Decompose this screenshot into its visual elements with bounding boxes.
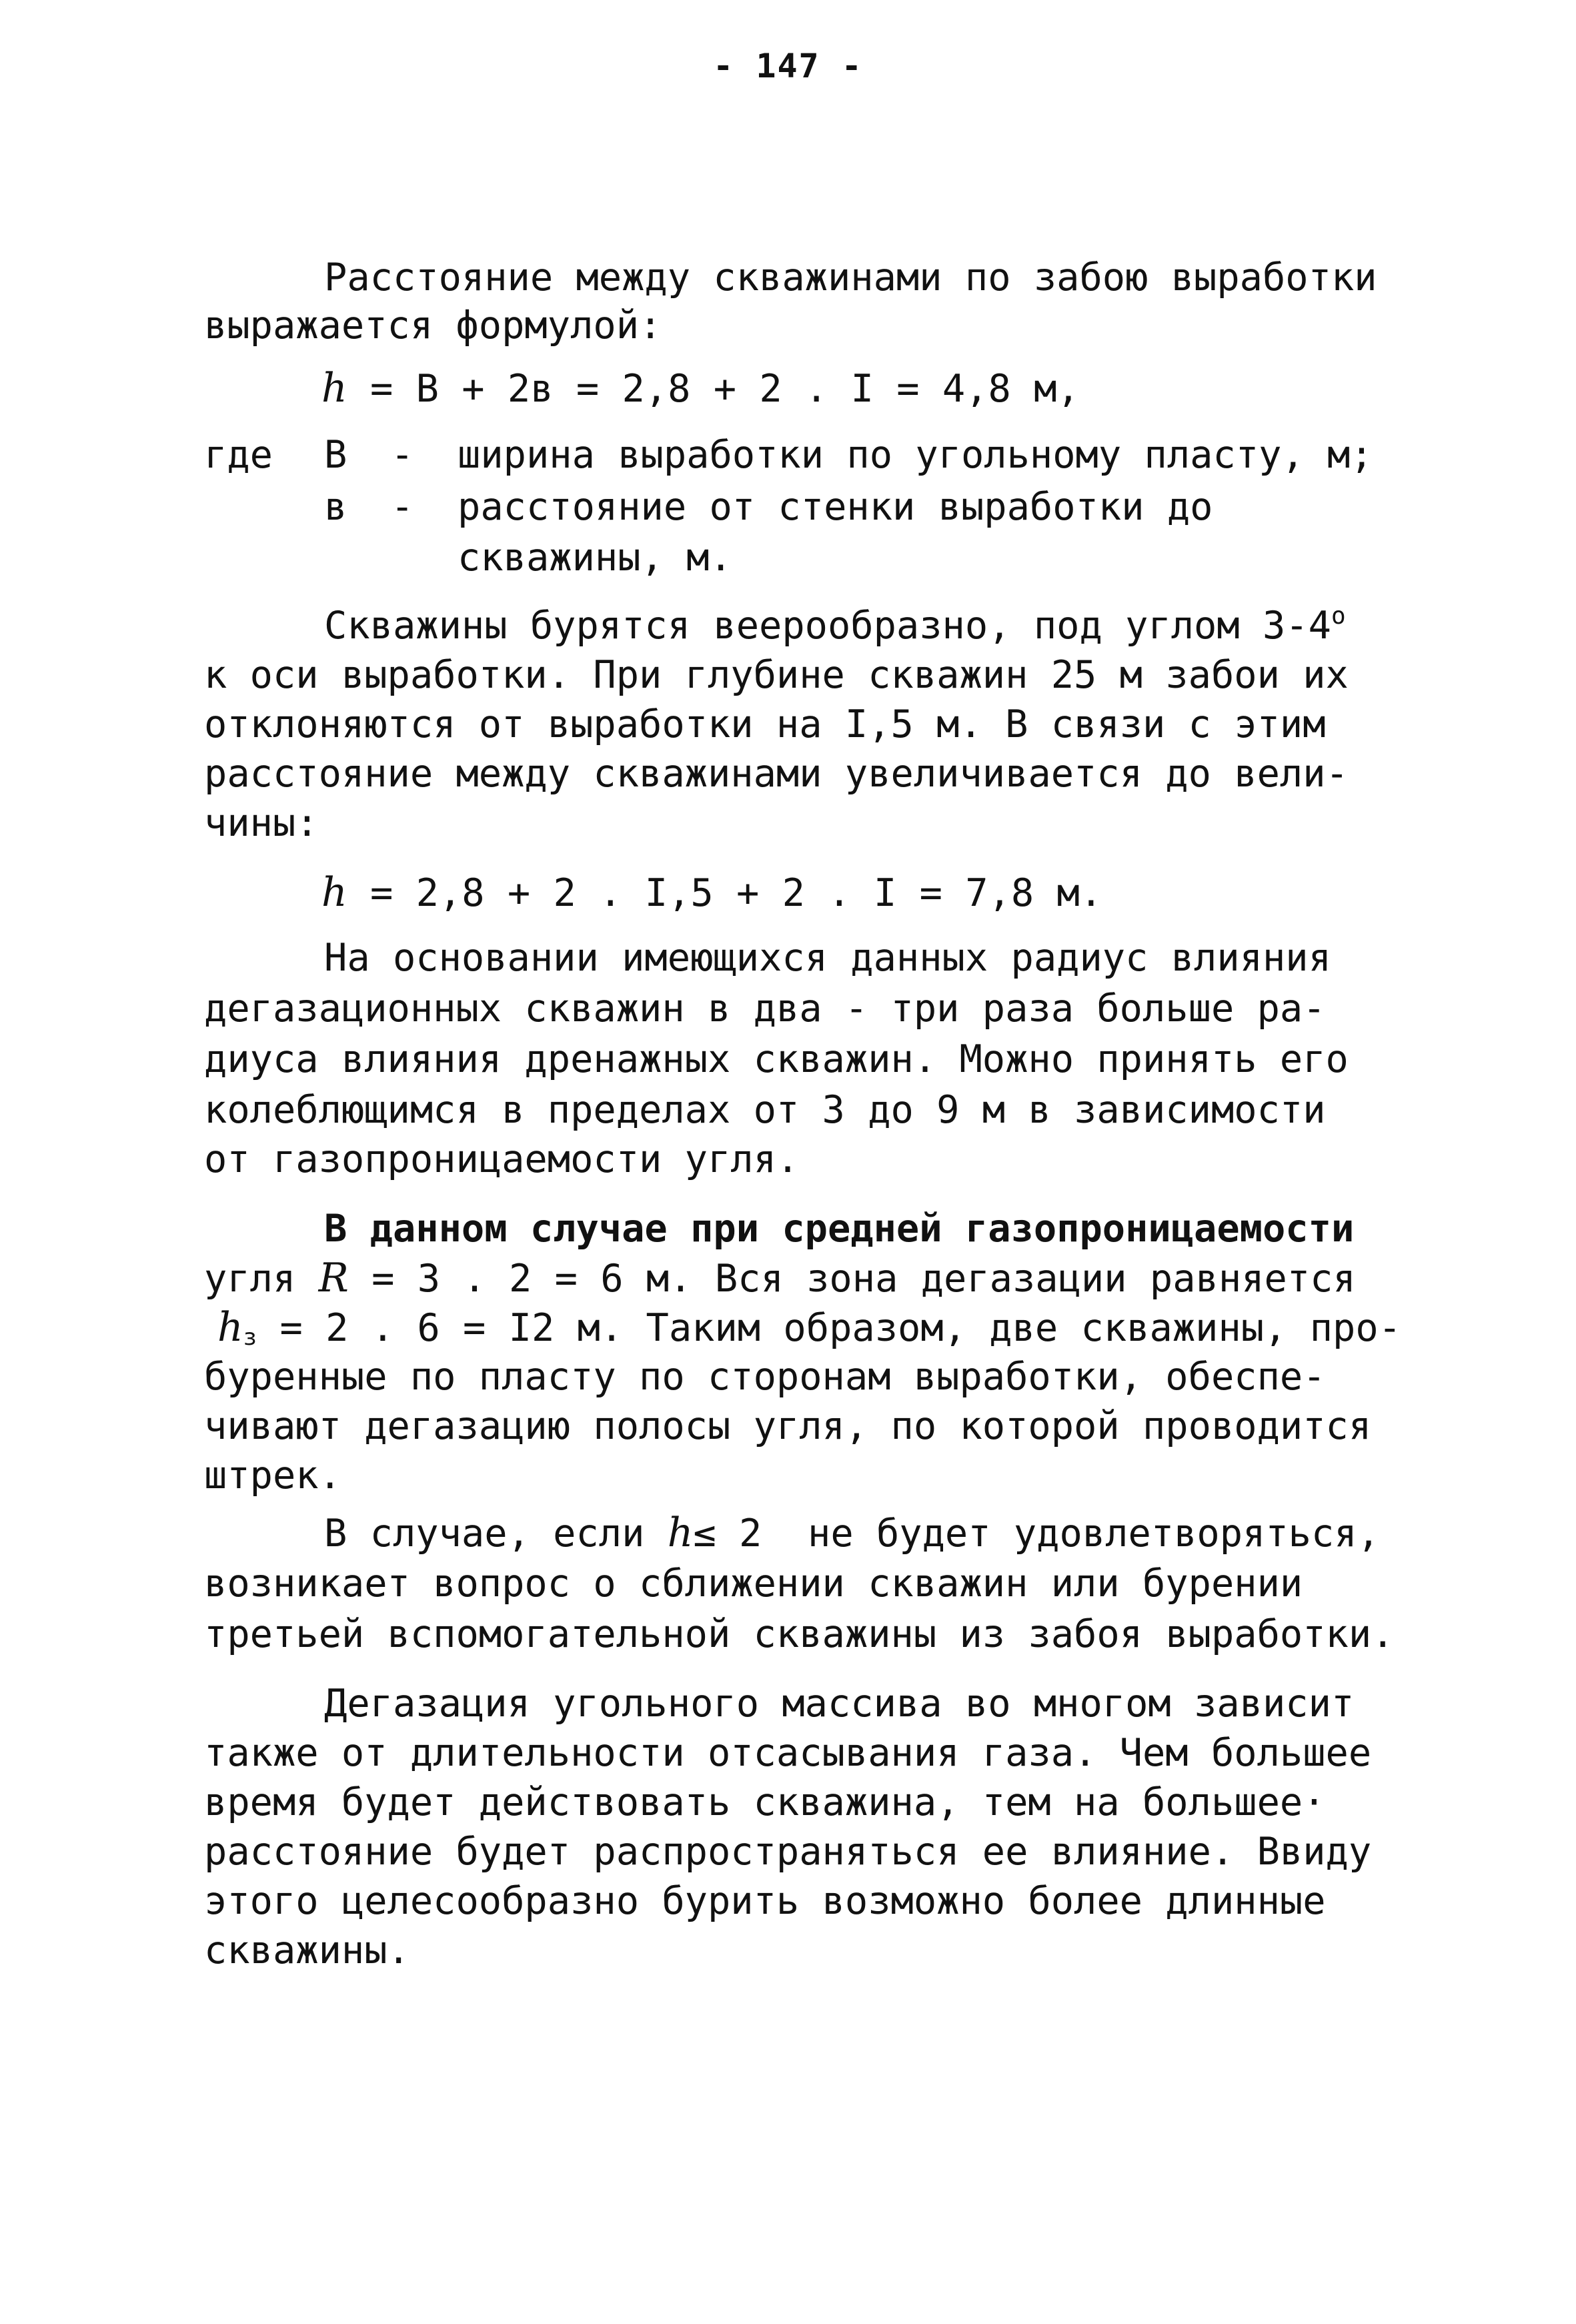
- paragraph-6-line-5: этого целесообразно бурить возможно более длинные: [204, 1879, 1326, 1923]
- paragraph-2-line-3: отклоняются от выработки на I,5 м. В связи с этим: [204, 702, 1326, 746]
- paragraph-3-line-2: дегазационных скважин в два - три раза больше ра-: [204, 987, 1326, 1031]
- paragraph-1-line-1: Расстояние между скважинами по забою выработки: [324, 255, 1377, 300]
- paragraph-4-line-2-start: угля: [204, 1257, 319, 1301]
- paragraph-6-line-1: Дегазация угольного массива во многом зависит: [324, 1682, 1355, 1726]
- paragraph-5-line-1-end: ≤ 2 не будет удовлетворяться,: [693, 1512, 1380, 1556]
- paragraph-4-line-2: [204, 1254, 1356, 1303]
- formula-2: [321, 868, 1102, 917]
- paragraph-4-line-1: В данном случае при средней газопроницаемости: [324, 1207, 1355, 1251]
- paragraph-4-line-6: штрек.: [204, 1454, 341, 1498]
- paragraph-3-line-1: На основании имеющихся данных радиус влияния: [324, 936, 1331, 980]
- formula-1: [321, 364, 1080, 413]
- legend-dash-2: -: [391, 485, 414, 529]
- paragraph-4-line-3: [217, 1303, 1401, 1352]
- paragraph-2-line-1-text: Скважины бурятся веерообразно, под углом 3-4: [324, 604, 1331, 648]
- formula-2-symbol: h: [321, 869, 347, 916]
- paragraph-2-line-4: расстояние между скважинами увеличивается до вели-: [204, 752, 1349, 796]
- condition-symbol: h: [667, 1510, 694, 1556]
- paragraph-4-line-2-end: = 3 . 2 = 6 м. Вся зона дегазации равняется: [348, 1257, 1356, 1301]
- paragraph-4-line-3-end: = 2 . 6 = I2 м. Таким образом, две скважины, про-: [257, 1306, 1401, 1350]
- paragraph-3-line-3: диуса влияния дренажных скважин. Можно принять его: [204, 1037, 1349, 1081]
- page-number: - 147 -: [713, 47, 863, 85]
- legend-dash-1: -: [391, 433, 414, 477]
- paragraph-3-line-4: колеблющимся в пределах от 3 до 9 м в зависимости: [204, 1088, 1326, 1132]
- paragraph-5-line-3: третьей вспомогательной скважины из забоя выработки.: [204, 1612, 1395, 1656]
- radius-symbol: R: [318, 1255, 349, 1301]
- paragraph-2-line-1: [324, 602, 1346, 650]
- paragraph-6-line-4: расстояние будет распространяться ее влияние. Ввиду: [204, 1830, 1372, 1874]
- paragraph-4-line-4: буренные по пласту по сторонам выработки, обеспе-: [204, 1355, 1326, 1399]
- paragraph-4-line-5: чивают дегазацию полосы угля, по которой проводится: [204, 1404, 1372, 1448]
- legend-key-1: В: [324, 433, 347, 477]
- paragraph-5-line-1-start: В случае, если: [324, 1512, 668, 1556]
- formula-2-expression: = 2,8 + 2 . I,5 + 2 . I = 7,8 м.: [347, 871, 1103, 915]
- degree-superscript: о: [1331, 602, 1346, 630]
- formula-1-symbol: h: [321, 365, 347, 412]
- paragraph-5-line-2: возникает вопрос о сближении скважин или бурении: [204, 1562, 1303, 1606]
- paragraph-6-line-6: скважины.: [204, 1928, 410, 1972]
- paragraph-6-line-3: время будет действовать скважина, тем на большее·: [204, 1780, 1326, 1824]
- paragraph-2-line-5: чины:: [204, 801, 319, 845]
- legend-text-1: ширина выработки по угольному пласту, м;: [458, 433, 1373, 477]
- legend-text-3: скважины, м.: [458, 536, 732, 580]
- paragraph-3-line-5: от газопроницаемости угля.: [204, 1137, 800, 1181]
- paragraph-5-line-1: [324, 1509, 1380, 1558]
- legend-text-2: расстояние от стенки выработки до: [458, 485, 1213, 529]
- legend-where: где: [204, 433, 273, 477]
- paragraph-1-line-2: выражается формулой:: [204, 304, 662, 348]
- formula-1-expression: = В + 2в = 2,8 + 2 . I = 4,8 м,: [347, 367, 1080, 411]
- zone-symbol: h: [217, 1304, 243, 1351]
- paragraph-2-line-2: к оси выработки. При глубине скважин 25 м забои их: [204, 653, 1349, 697]
- zone-subscript: з: [243, 1324, 257, 1351]
- paragraph-6-line-2: также от длительности отсасывания газа. Чем большее: [204, 1731, 1372, 1775]
- legend-key-2: в: [324, 485, 347, 529]
